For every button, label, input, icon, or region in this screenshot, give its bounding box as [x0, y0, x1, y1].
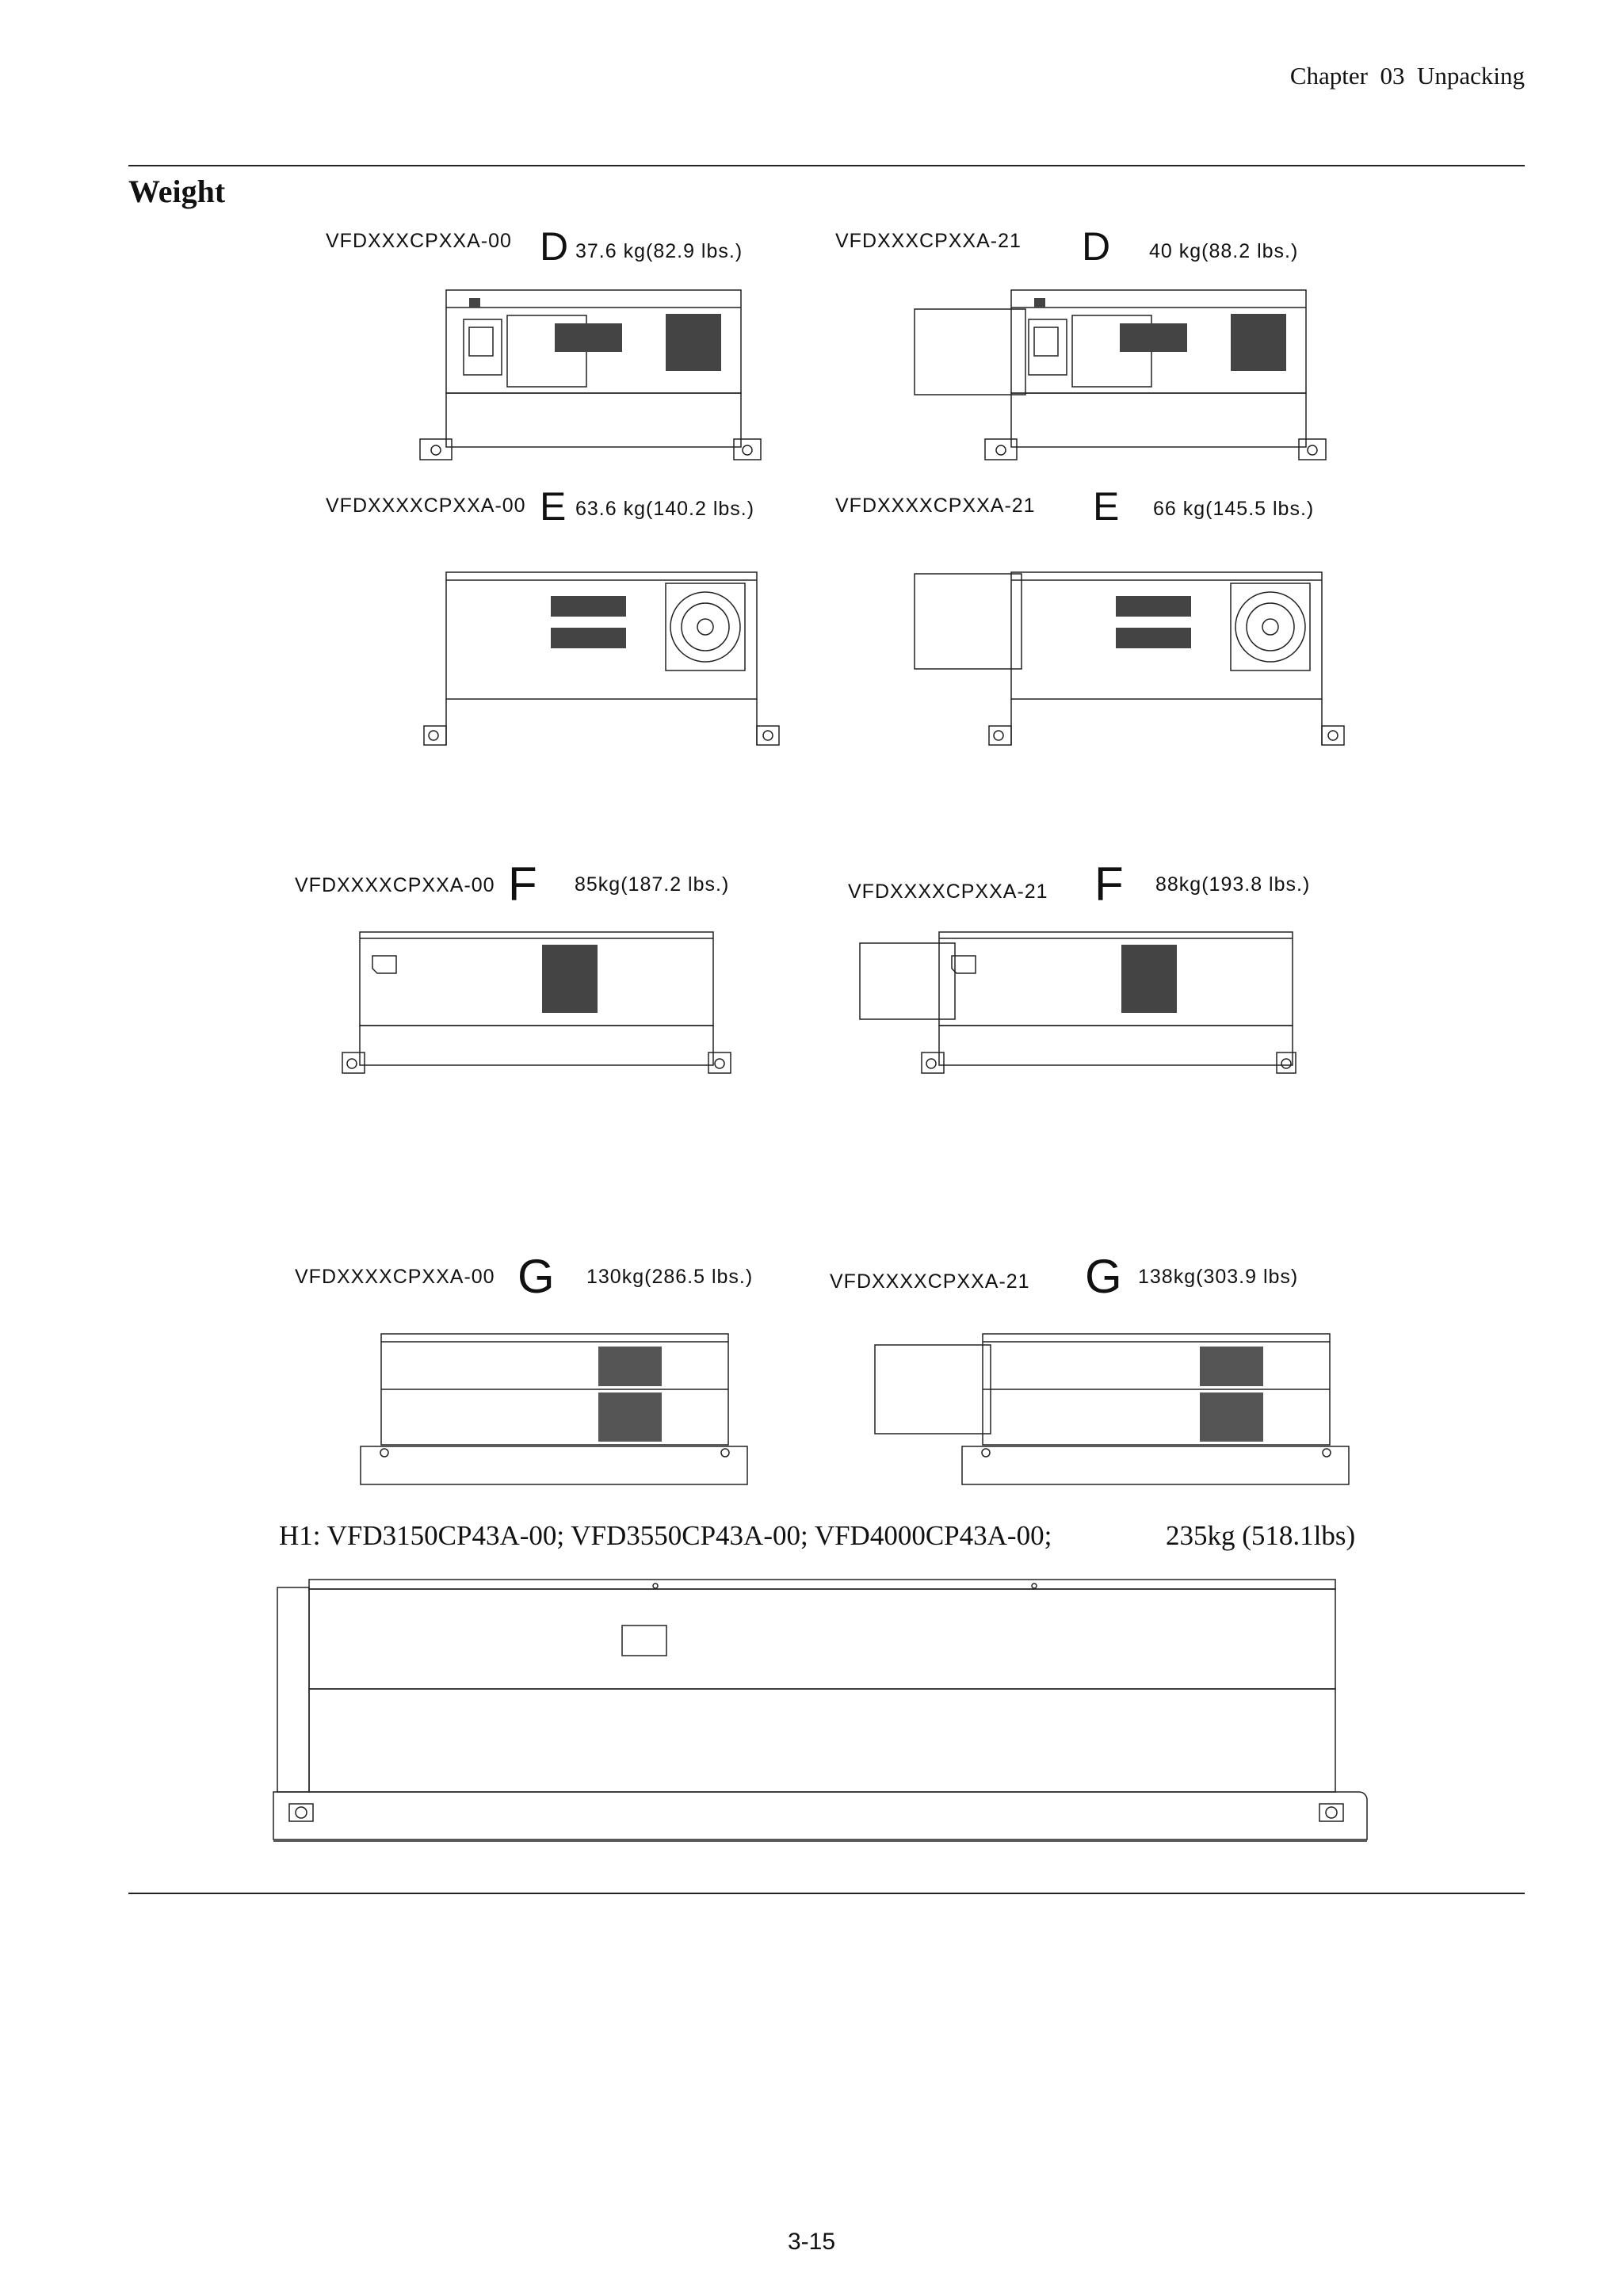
weight-label: 37.6 kg(82.9 lbs.) [575, 240, 743, 262]
h1-caption: H1: VFD3150CP43A-00; VFD3550CP43A-00; VFD4000CP43A-00; [279, 1520, 1052, 1551]
frame-letter: F [508, 858, 537, 911]
weight-label: 138kg(303.9 lbs) [1138, 1266, 1299, 1288]
section-title: Weight [128, 174, 226, 209]
frame-letter: D [540, 224, 569, 269]
h1-weight: 235kg (518.1lbs) [1166, 1520, 1356, 1551]
frame-letter: D [1082, 224, 1111, 269]
frame-letter: G [1085, 1250, 1122, 1303]
weight-label: 85kg(187.2 lbs.) [575, 873, 730, 896]
page-number: 3-15 [787, 2229, 836, 2255]
frame-letter: E [540, 484, 567, 529]
weight-label: 40 kg(88.2 lbs.) [1149, 240, 1299, 262]
model-label: VFDXXXCPXXA-21 [835, 230, 1022, 252]
drive-drawing-e-21 [903, 566, 1347, 745]
drive-drawing-d-00 [420, 284, 761, 460]
weight-label: 130kg(286.5 lbs.) [586, 1266, 754, 1288]
model-label: VFDXXXXCPXXA-00 [295, 1266, 495, 1288]
frame-letter: G [517, 1250, 555, 1303]
model-label: VFDXXXXCPXXA-00 [295, 874, 495, 896]
model-label: VFDXXXCPXXA-00 [326, 230, 512, 252]
weight-label: 66 kg(145.5 lbs.) [1153, 498, 1315, 520]
drive-drawing-h1 [273, 1572, 1367, 1870]
model-label: VFDXXXXCPXXA-21 [830, 1270, 1030, 1293]
drive-drawing-e-00 [424, 566, 781, 745]
weight-label: 88kg(193.8 lbs.) [1155, 873, 1311, 896]
drive-drawing-g-21 [864, 1328, 1355, 1486]
frame-letter: F [1094, 858, 1124, 911]
model-label: VFDXXXXCPXXA-21 [835, 495, 1036, 517]
model-label: VFDXXXXCPXXA-00 [326, 495, 526, 517]
chapter-header: Chapter 03 Unpacking [1289, 62, 1525, 90]
model-label: VFDXXXXCPXXA-21 [848, 881, 1048, 903]
weight-label: 63.6 kg(140.2 lbs.) [575, 498, 755, 520]
drive-drawing-f-21 [852, 926, 1296, 1076]
drive-drawing-f-00 [342, 926, 731, 1076]
top-rule [128, 165, 1525, 166]
bottom-rule [128, 1893, 1525, 1894]
drive-drawing-d-21 [894, 284, 1338, 460]
drive-drawing-g-00 [361, 1328, 749, 1486]
frame-letter: E [1093, 484, 1120, 529]
